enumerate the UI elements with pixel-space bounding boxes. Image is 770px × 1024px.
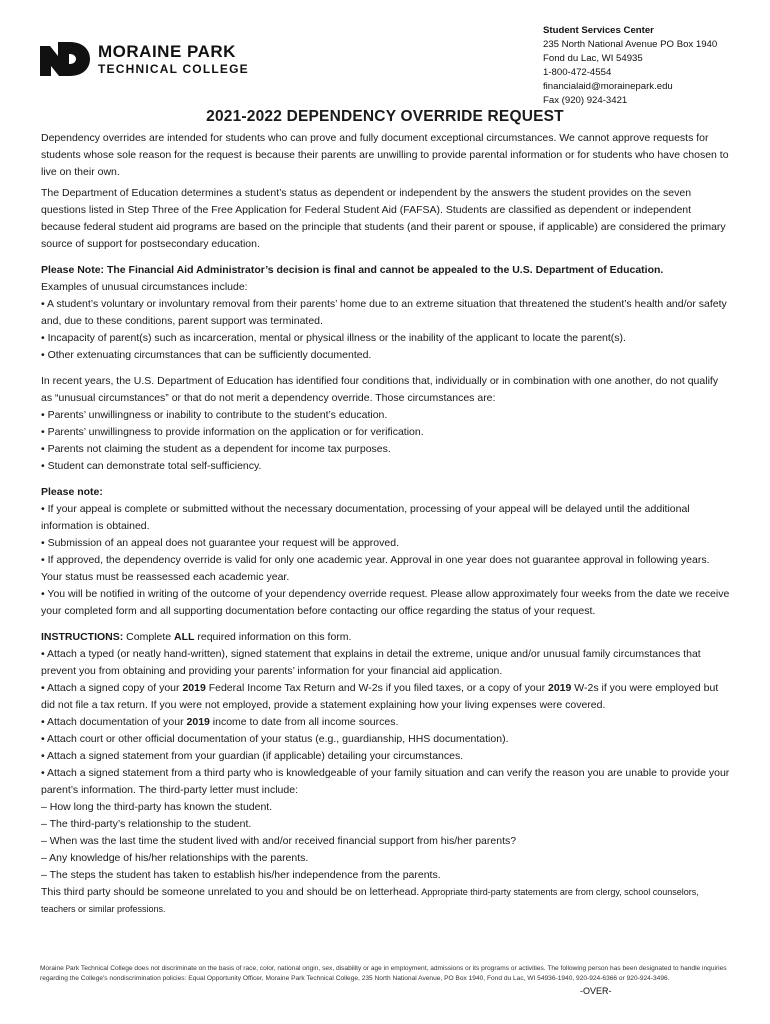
tax-year: 2019 [186, 716, 210, 728]
page-title: 2021-2022 DEPENDENCY OVERRIDE REQUEST [206, 108, 564, 125]
address-email: financialaid@morainepark.edu [543, 81, 673, 92]
list-item: • Attach a signed statement from your guardian (if applicable) detailing your circumstances. [41, 750, 464, 762]
list-item: • A student’s voluntary or involuntary removal from their parents’ home due to an extreme situation that threatened the student’s health and/or safety and, due to these conditions, parent support was terminated. [41, 298, 727, 327]
college-logo [40, 42, 249, 76]
instructions-label: INSTRUCTIONS: [41, 631, 124, 643]
sub-list-item: – The steps the student has taken to establish his/her independence from the parents. [41, 869, 441, 881]
intro-paragraph: Dependency overrides are intended for students who can prove and fully document exceptional circumstances. We cannot approve requests for students whose sole reason for the request is because their parents are unwilling to provide parental information or for students who have chosen to live on their own. [41, 132, 729, 178]
intro-paragraph: The Department of Education determines a student’s status as dependent or independent by the answers the student provides on the seven questions listed in Step Three of the Free Application for Federal Student Aid (FAFSA). Students are classified as dependent or independent because federal student aid programs are based on the principle that students (and their parent or spouse, if applicable) are considered the primary source of support for postsecondary education. [41, 187, 726, 250]
contact-address-block [543, 24, 717, 108]
address-fax: Fax (920) 924-3421 [543, 95, 628, 106]
sub-list-item: – When was the last time the student lived with and/or received financial support from his/her parents? [41, 835, 517, 847]
conditions-intro: In recent years, the U.S. Department of Education has identified four conditions that, individually or in combination with one another, do not qualify as “unusual circumstances” or that do not merit a dependency override. Those circumstances are: [41, 375, 719, 404]
logo-subtitle: TECHNICAL COLLEGE [98, 62, 249, 76]
list-item: • Other extenuating circumstances that can be sufficiently documented. [41, 349, 372, 361]
list-item: • Submission of an appeal does not guarantee your request will be approved. [41, 537, 399, 549]
list-item: • You will be notified in writing of the outcome of your dependency override request. Please allow approximately four weeks from the date we receive your completed form and all supporting documentation before contacting our office regarding the status of your request. [41, 588, 730, 617]
list-item: • Attach a signed statement from a third party who is knowledgeable of your family situation and can verify the reason you are unable to provide your parent’s information. The third-party letter must include: [41, 767, 730, 796]
sub-list-item: – How long the third-party has known the student. [41, 801, 273, 813]
instructions-all: ALL [174, 631, 195, 643]
address-line: 235 North National Avenue PO Box 1940 [543, 39, 718, 50]
instructions-line: INSTRUCTIONS: Complete ALL required information on this form. [41, 631, 352, 643]
list-item: • Student can demonstrate total self-sufficiency. [41, 460, 262, 472]
examples-heading: Examples of unusual circumstances include: [41, 281, 248, 293]
address-phone: 1-800-472-4554 [543, 67, 612, 78]
tax-year: 2019 [548, 682, 572, 694]
moraine-park-logo-mark-icon [40, 42, 90, 76]
list-item: • Attach documentation of your 2019 income to date from all income sources. [41, 716, 399, 728]
list-item: • Parents not claiming the student as a dependent for income tax purposes. [41, 443, 391, 455]
list-item: • Attach court or other official documentation of your status (e.g., guardianship, HHS documentation). [41, 733, 509, 745]
third-party-closing: This third party should be someone unrelated to you and should be on letterhead. Appropriate third-party statements are from clergy, school counselors, teachers or similar professions. [41, 886, 699, 914]
list-item: • If your appeal is complete or submitted without the necessary documentation, processing of your appeal will be delayed until the additional information is obtained. [41, 503, 690, 532]
address-line: Fond du Lac, WI 54935 [543, 53, 643, 64]
logo-name: MORAINE PARK [98, 42, 236, 61]
list-item: • Parents’ unwillingness to provide information on the application or for verification. [41, 426, 424, 438]
list-item: • Attach a signed copy of your 2019 Federal Income Tax Return and W-2s if you filed taxes, or a copy of your 2019 W-2s if you were employed but did not file a tax return. If you were not employed, provide a statement explaining how your living expenses were covered. [41, 682, 719, 711]
tax-year: 2019 [182, 682, 206, 694]
please-note-heading: Please note: [41, 486, 103, 498]
sub-list-item: – Any knowledge of his/her relationships with the parents. [41, 852, 309, 864]
sub-list-item: – The third-party’s relationship to the student. [41, 818, 252, 830]
list-item: • Incapacity of parent(s) such as incarceration, mental or physical illness or the inability of the applicant to locate the parent(s). [41, 332, 626, 344]
nondiscrimination-footer: Moraine Park Technical College does not discriminate on the basis of race, color, national origin, sex, disability or age in employment, admissions or its programs or activities. The following person has been designated to handle inquiries regarding the College's nondiscrimination policies: Equal Opportunity Officer, Moraine Park Technical College, 235 North National Avenue, PO Box 1940, Fond du Lac, WI 54936-1940, 920-924-6366 or 920-924-3496. [40, 965, 727, 982]
document-body [41, 130, 731, 918]
over-indicator: -OVER- [580, 986, 612, 996]
list-item: • Parents’ unwillingness or inability to contribute to the student’s education. [41, 409, 388, 421]
list-item: • Attach a typed (or neatly hand-written), signed statement that explains in detail the extreme, unique and/or unusual family circumstances that prevent you from obtaining and providing your parents’ information for your financial aid application. [41, 648, 701, 677]
address-title: Student Services Center [543, 25, 654, 36]
final-decision-note: Please Note: The Financial Aid Administrator’s decision is final and cannot be appealed to the U.S. Department of Education. [41, 264, 664, 276]
list-item: • If approved, the dependency override is valid for only one academic year. Approval in one year does not guarantee approval in following years. Your status must be reassessed each academic year. [41, 554, 710, 583]
